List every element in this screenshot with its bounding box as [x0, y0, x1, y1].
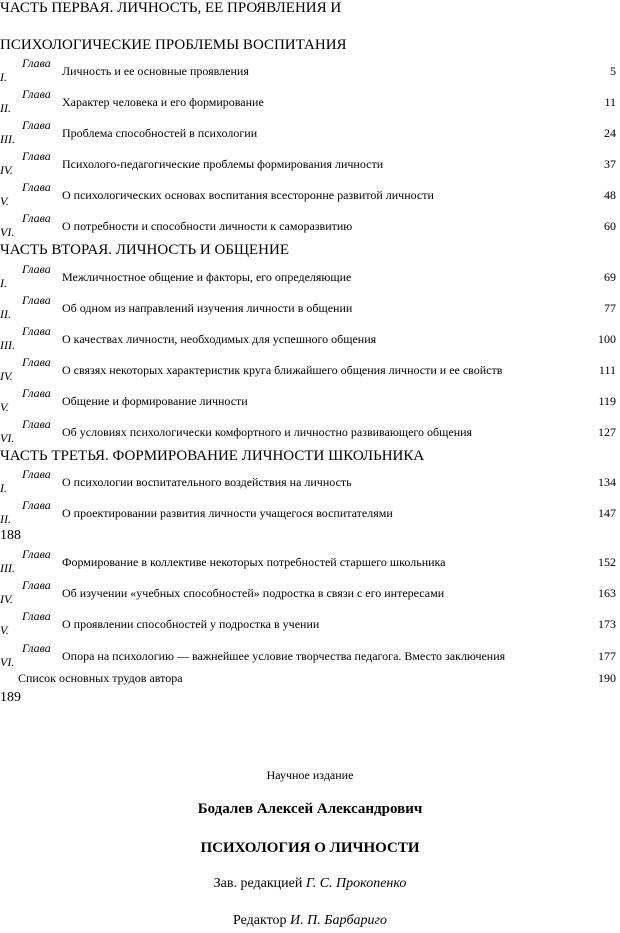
chapter-label: Глава [22, 262, 51, 276]
chapter-number: V. [0, 400, 9, 414]
chapter-title: О проектировании развития личности учащегося воспитателями [62, 506, 393, 520]
chapter-page: 77 [604, 301, 616, 315]
editor-name: И. П. Барбариго [290, 913, 387, 928]
chapter-label: Глава [22, 467, 51, 481]
bibliography-title: Список основных трудов автора [18, 671, 183, 685]
chapter-number: V. [0, 194, 9, 208]
chapter-title: О психологических основах воспитания всесторонне развитой личности [62, 188, 434, 202]
chapter-number: IV. [0, 369, 13, 383]
chapter-title: Об одном из направлений изучения личности в общении [62, 301, 353, 315]
chapter-page: 173 [598, 617, 616, 631]
chapter-number: VI. [0, 431, 15, 445]
chapter-label: Глава [22, 641, 51, 655]
editor-head-label: Зав. редакцией [213, 876, 303, 891]
chapter-title: Формирование в коллективе некоторых потребностей старшего школьника [62, 555, 446, 569]
chapter-title: Об условиях психологически комфортного и личностно развивающего общения [62, 425, 473, 439]
chapter-page: 60 [604, 219, 616, 233]
chapter-title: Характер человека и его формирование [62, 95, 264, 109]
chapter-title: О связях некоторых характеристик круга ближайшего общения личности и ее свойств [62, 363, 503, 377]
chapter-page: 69 [604, 270, 616, 284]
page-marker: 188 [0, 528, 21, 543]
chapter-title: О проявлении способностей у подростка в учении [62, 617, 320, 631]
chapter-page: 24 [604, 126, 616, 140]
editor-head-name: Г. С. Прокопенко [305, 876, 407, 891]
editor-label: Редактор [232, 913, 287, 928]
chapter-number: III. [0, 338, 15, 352]
chapter-title: Об изучении «учебных способностей» подростка в связи с его интересами [62, 586, 445, 600]
author-name: Бодалев Алексей Александрович [197, 801, 423, 817]
chapter-number: IV. [0, 592, 13, 606]
book-title: ПСИХОЛОГИЯ О ЛИЧНОСТИ [200, 840, 420, 856]
chapter-title: Межличностное общение и факторы, его определяющие [62, 270, 352, 284]
chapter-number: II. [0, 101, 11, 115]
chapter-label: Глава [22, 118, 51, 132]
chapter-page: 5 [610, 64, 616, 78]
chapter-title: О качествах личности, необходимых для успешного общения [62, 332, 377, 346]
chapter-number: I. [0, 276, 7, 290]
chapter-label: Глава [22, 386, 51, 400]
chapter-number: II. [0, 307, 11, 321]
chapter-number: I. [0, 70, 7, 84]
chapter-number: IV. [0, 163, 13, 177]
chapter-number: VI. [0, 225, 15, 239]
chapter-label: Глава [22, 417, 51, 431]
chapter-title: Общение и формирование личности [62, 394, 248, 408]
chapter-page: 119 [598, 394, 616, 408]
chapter-label: Глава [22, 56, 51, 70]
chapter-label: Глава [22, 211, 51, 225]
chapter-number: III. [0, 561, 15, 575]
chapter-page: 134 [598, 475, 616, 489]
chapter-title: Личность и ее основные проявления [62, 64, 249, 78]
chapter-page: 163 [598, 586, 616, 600]
chapter-page: 48 [604, 188, 616, 202]
chapter-label: Глава [22, 609, 51, 623]
chapter-label: Глава [22, 293, 51, 307]
chapter-page: 152 [598, 555, 616, 569]
bibliography-page: 190 [598, 671, 616, 685]
part-1-title-line-2: ПСИХОЛОГИЧЕСКИЕ ПРОБЛЕМЫ ВОСПИТАНИЯ [0, 37, 347, 53]
chapter-page: 37 [604, 157, 616, 171]
chapter-number: VI. [0, 655, 15, 669]
chapter-page: 147 [598, 506, 616, 520]
part-3-title: ЧАСТЬ ТРЕТЬЯ. ФОРМИРОВАНИЕ ЛИЧНОСТИ ШКОЛЬНИКА [0, 448, 425, 464]
edition-type: Научное издание [266, 768, 354, 782]
chapter-label: Глава [22, 578, 51, 592]
chapter-page: 11 [604, 95, 616, 109]
chapter-number: I. [0, 481, 7, 495]
chapter-label: Глава [22, 547, 51, 561]
part-1-title-line-1: ЧАСТЬ ПЕРВАЯ. ЛИЧНОСТЬ, ЕЕ ПРОЯВЛЕНИЯ И [0, 0, 342, 16]
chapter-title: О потребности и способности личности к саморазвитию [62, 219, 353, 233]
chapter-number: V. [0, 623, 9, 637]
editor-line [0, 913, 620, 929]
chapter-label: Глава [22, 498, 51, 512]
chapter-page: 111 [598, 363, 616, 377]
chapter-page: 100 [598, 332, 616, 346]
chapter-page: 177 [598, 649, 616, 663]
chapter-label: Глава [22, 87, 51, 101]
chapter-label: Глава [22, 355, 51, 369]
chapter-title: О психологии воспитательного воздействия на личность [62, 475, 352, 489]
chapter-title: Опора на психологию — важнейшее условие творчества педагога. Вместо заключения [62, 649, 506, 663]
chapter-title: Проблема способностей в психологии [62, 126, 258, 140]
chapter-title: Психолого-педагогические проблемы формирования личности [62, 157, 384, 171]
page-marker: 189 [0, 690, 21, 705]
chapter-number: III. [0, 132, 15, 146]
chapter-label: Глава [22, 149, 51, 163]
editor-head-line [0, 876, 620, 892]
part-2-title: ЧАСТЬ ВТОРАЯ. ЛИЧНОСТЬ И ОБЩЕНИЕ [0, 242, 290, 258]
chapter-label: Глава [22, 324, 51, 338]
chapter-page: 127 [598, 425, 616, 439]
chapter-number: II. [0, 512, 11, 526]
chapter-label: Глава [22, 180, 51, 194]
